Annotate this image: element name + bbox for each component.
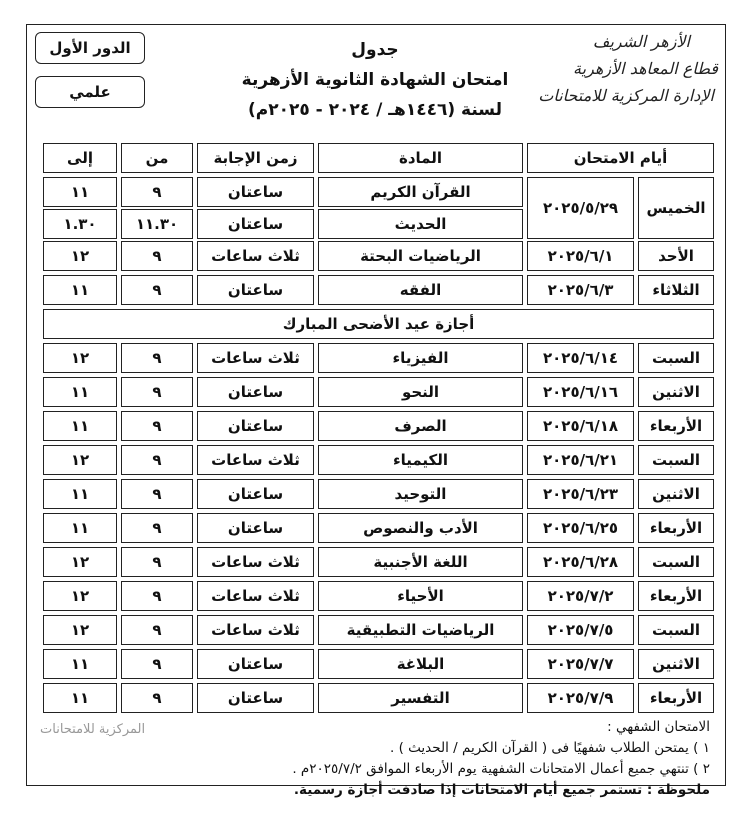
cell-to: ١١: [43, 683, 117, 713]
cell-subject: القرآن الكريم: [318, 177, 523, 207]
cell-day: السبت: [638, 615, 714, 645]
cell-duration: ثلاث ساعات: [197, 581, 314, 611]
cell-date: ٢٠٢٥/٦/٢٨: [527, 547, 634, 577]
cell-date: ٢٠٢٥/٧/٧: [527, 649, 634, 679]
header-subject: المادة: [318, 143, 523, 173]
table-row: [43, 513, 714, 543]
cell-to: ١٢: [43, 343, 117, 373]
cell-from: ٩: [121, 513, 193, 543]
cell-subject: الأدب والنصوص: [318, 513, 523, 543]
cell-date: ٢٠٢٥/٦/٢٥: [527, 513, 634, 543]
cell-day: الاثنين: [638, 377, 714, 407]
cell-duration: ساعتان: [197, 649, 314, 679]
cell-duration: ساعتان: [197, 377, 314, 407]
cell-date: ٢٠٢٥/٦/١٨: [527, 411, 634, 441]
table-row: [43, 683, 714, 713]
cell-subject: الرياضيات البحتة: [318, 241, 523, 271]
cell-day: الخميس: [638, 177, 714, 239]
cell-from: ٩: [121, 377, 193, 407]
cell-subject: الصرف: [318, 411, 523, 441]
cell-from: ٩: [121, 479, 193, 509]
cell-date: ٢٠٢٥/٦/١٤: [527, 343, 634, 373]
cell-day: الأربعاء: [638, 581, 714, 611]
cell-from: ٩: [121, 411, 193, 441]
cell-subject: النحو: [318, 377, 523, 407]
track-box: علمي: [35, 76, 145, 108]
cell-date: ٢٠٢٥/٥/٢٩: [527, 177, 634, 239]
cell-date: ٢٠٢٥/٧/٢: [527, 581, 634, 611]
table-row: [43, 547, 714, 577]
table-header-row: [43, 143, 714, 173]
cell-date: ٢٠٢٥/٦/١: [527, 241, 634, 271]
table-row: [43, 275, 714, 305]
cell-subject: التفسير: [318, 683, 523, 713]
cell-duration: ساعتان: [197, 513, 314, 543]
cell-day: الاثنين: [638, 649, 714, 679]
header-from: من: [121, 143, 193, 173]
note-remark: ملحوظة : تستمر جميع أيام الامتحانات إذا صادفت أجازة رسمية.: [293, 782, 710, 798]
notes-heading: الامتحان الشفهي :: [607, 719, 710, 735]
cell-duration: ساعتان: [197, 411, 314, 441]
cell-from: ٩: [121, 581, 193, 611]
cell-to: ١٢: [43, 241, 117, 271]
table-row: [43, 177, 714, 239]
cell-subject: التوحيد: [318, 479, 523, 509]
cell-to: ١٢: [43, 615, 117, 645]
cell-to: ١.٣٠: [43, 209, 117, 239]
table-row: [43, 377, 714, 407]
note-item-2: ٢ ) تنتهي جميع أعمال الامتحانات الشفهية يوم الأربعاء الموافق ٢٠٢٥/٧/٢م .: [292, 761, 710, 777]
cell-to: ١١: [43, 377, 117, 407]
cell-from: ٩: [121, 615, 193, 645]
cell-duration: ثلاث ساعات: [197, 343, 314, 373]
table-row: [43, 615, 714, 645]
header-to: إلى: [43, 143, 117, 173]
note-item-1: ١ ) يمتحن الطلاب شفهيًا فى ( القرآن الكريم / الحديث ) .: [390, 740, 710, 756]
cell-day: السبت: [638, 343, 714, 373]
cell-subject: الفقه: [318, 275, 523, 305]
cell-duration: ساعتان: [197, 209, 314, 239]
cell-date: ٢٠٢٥/٦/٣: [527, 275, 634, 305]
cell-date: ٢٠٢٥/٦/٢١: [527, 445, 634, 475]
cell-to: ١١: [43, 177, 117, 207]
cell-day: السبت: [638, 547, 714, 577]
cell-day: الاثنين: [638, 479, 714, 509]
cell-to: ١٢: [43, 581, 117, 611]
cell-duration: ساعتان: [197, 177, 314, 207]
cell-duration: ثلاث ساعات: [197, 615, 314, 645]
header-days: أيام الامتحان: [527, 143, 714, 173]
cell-from: ٩: [121, 241, 193, 271]
cell-duration: ثلاث ساعات: [197, 547, 314, 577]
title-line-3: لسنة (١٤٤٦هـ / ٢٠٢٤ - ٢٠٢٥م): [248, 100, 502, 120]
cell-duration: ساعتان: [197, 275, 314, 305]
cell-to: ١١: [43, 275, 117, 305]
cell-subject: الأحياء: [318, 581, 523, 611]
table-row: [43, 479, 714, 509]
cell-from: ٩: [121, 445, 193, 475]
cell-subject: اللغة الأجنبية: [318, 547, 523, 577]
title-line-2: امتحان الشهادة الثانوية الأزهرية: [241, 70, 509, 90]
cell-duration: ساعتان: [197, 479, 314, 509]
cell-day: الأربعاء: [638, 513, 714, 543]
cell-subject: البلاغة: [318, 649, 523, 679]
header-duration: زمن الإجابة: [197, 143, 314, 173]
cell-date: ٢٠٢٥/٧/٩: [527, 683, 634, 713]
cell-day: الثلاثاء: [638, 275, 714, 305]
cell-day: السبت: [638, 445, 714, 475]
logo-line-2: قطاع المعاهد الأزهرية: [573, 59, 718, 78]
cell-duration: ساعتان: [197, 683, 314, 713]
holiday-row: أجازة عيد الأضحى المبارك: [43, 309, 714, 339]
cell-duration: ثلاث ساعات: [197, 445, 314, 475]
cell-from: ١١.٣٠: [121, 209, 193, 239]
cell-from: ٩: [121, 547, 193, 577]
cell-to: ١١: [43, 479, 117, 509]
cell-to: ١١: [43, 513, 117, 543]
cell-from: ٩: [121, 649, 193, 679]
notes-section: [110, 717, 710, 801]
cell-to: ١٢: [43, 547, 117, 577]
cell-subject: الكيمياء: [318, 445, 523, 475]
cell-day: الأحد: [638, 241, 714, 271]
azhar-logo: [520, 28, 720, 120]
cell-to: ١١: [43, 411, 117, 441]
table-row: [43, 649, 714, 679]
table-row: [43, 445, 714, 475]
cell-from: ٩: [121, 683, 193, 713]
cell-to: ١٢: [43, 445, 117, 475]
table-row: [43, 581, 714, 611]
cell-from: ٩: [121, 177, 193, 207]
table-row: [43, 343, 714, 373]
cell-date: ٢٠٢٥/٧/٥: [527, 615, 634, 645]
cell-from: ٩: [121, 275, 193, 305]
cell-day: الأربعاء: [638, 683, 714, 713]
cell-subject: الرياضيات التطبيقية: [318, 615, 523, 645]
logo-line-3: الإدارة المركزية للامتحانات: [538, 86, 714, 105]
title-line-1: جدول: [351, 40, 399, 60]
cell-to: ١١: [43, 649, 117, 679]
cell-date: ٢٠٢٥/٦/٢٣: [527, 479, 634, 509]
cell-subject: الحديث: [318, 209, 523, 239]
logo-line-1: الأزهر الشريف: [592, 32, 690, 51]
round-box: الدور الأول: [35, 32, 145, 64]
cell-subject: الفيزياء: [318, 343, 523, 373]
table-row: [43, 411, 714, 441]
cell-date: ٢٠٢٥/٦/١٦: [527, 377, 634, 407]
cell-day: الأربعاء: [638, 411, 714, 441]
cell-duration: ثلاث ساعات: [197, 241, 314, 271]
table-row: [43, 241, 714, 271]
watermark-text: المركزية للامتحانات: [40, 722, 146, 737]
cell-from: ٩: [121, 343, 193, 373]
